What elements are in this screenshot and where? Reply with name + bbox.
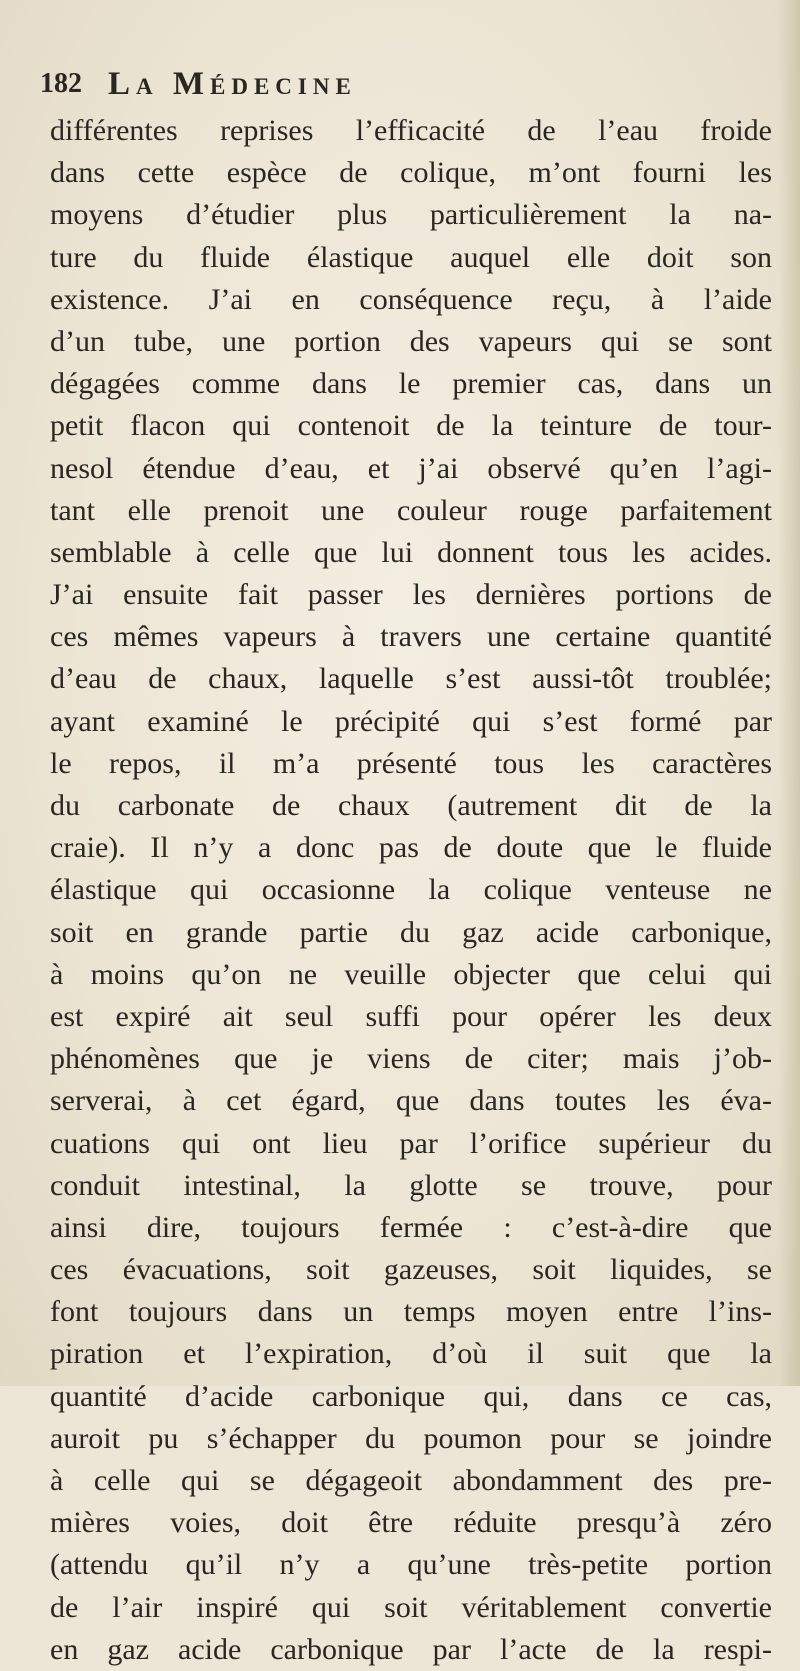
text-line: différentes reprises l’efficacité de l’eau froide	[50, 114, 772, 147]
running-header	[40, 68, 600, 104]
text-line: existence. J’ai en conséquence reçu, à l’aide	[50, 282, 772, 316]
page-edge-shadow	[778, 0, 800, 1386]
text-line: nesol étendue d’eau, et j’ai observé qu’en l’agi-	[50, 451, 772, 485]
text-line: à celle qui se dégageoit abondamment des pre-	[50, 1464, 772, 1497]
text-line: de l’air inspiré qui soit véritablement convertie	[50, 1590, 772, 1624]
text-line: ayant examiné le précipité qui s’est formé par	[50, 704, 772, 738]
page-number: 182	[40, 68, 82, 99]
text-line: ture du fluide élastique auquel elle doit son	[50, 240, 772, 274]
text-line: moyens d’étudier plus particulièrement la na-	[50, 198, 772, 232]
text-line: conduit intestinal, la glotte se trouve, pour	[50, 1168, 772, 1202]
text-line: ces évacuations, soit gazeuses, soit liquides, se	[50, 1253, 772, 1287]
body-text	[50, 110, 772, 1671]
text-line: du carbonate de chaux (autrement dit de la	[50, 789, 772, 822]
text-line: élastique qui occasionne la colique venteuse ne	[50, 873, 772, 907]
text-line: dégagées comme dans le premier cas, dans un	[50, 367, 772, 401]
text-line: (attendu qu’il n’y a qu’une très-petite portion	[50, 1548, 772, 1582]
text-line: à moins qu’on ne veuille objecter que celui qui	[50, 957, 772, 991]
text-line: semblable à celle que lui donnent tous les acides.	[50, 535, 772, 569]
text-line: auroit pu s’échapper du poumon pour se joindre	[50, 1421, 772, 1455]
text-line: J’ai ensuite fait passer les dernières portions de	[50, 578, 772, 612]
text-line: d’un tube, une portion des vapeurs qui se sont	[50, 324, 772, 358]
running-title: La Médecine	[108, 66, 357, 102]
text-line: font toujours dans un temps moyen entre l’ins-	[50, 1295, 772, 1329]
text-line: soit en grande partie du gaz acide carbonique,	[50, 915, 772, 949]
text-line: piration et l’expiration, d’où il suit que la	[50, 1337, 772, 1371]
text-line: craie). Il n’y a donc pas de doute que le fluide	[50, 831, 772, 865]
text-line: quantité d’acide carbonique qui, dans ce cas,	[50, 1379, 772, 1413]
text-line: est expiré ait seul suffi pour opérer les deux	[50, 999, 772, 1033]
text-line: mières voies, doit être réduite presqu’à zéro	[50, 1506, 772, 1540]
text-line: le repos, il m’a présenté tous les caractères	[50, 746, 772, 780]
text-line: en gaz acide carbonique par l’acte de la respi-	[50, 1632, 772, 1666]
text-line: petit flacon qui contenoit de la teinture de tour-	[50, 409, 772, 443]
text-line: phénomènes que je viens de citer; mais j’ob-	[50, 1042, 772, 1076]
text-line: ainsi dire, toujours fermée : c’est-à-dire que	[50, 1210, 772, 1244]
text-line: dans cette espèce de colique, m’ont fourni les	[50, 156, 772, 190]
text-line: tant elle prenoit une couleur rouge parfaitement	[50, 493, 772, 527]
text-line: cuations qui ont lieu par l’orifice supérieur du	[50, 1126, 772, 1160]
text-line: ces mêmes vapeurs à travers une certaine quantité	[50, 620, 772, 654]
text-line: serverai, à cet égard, que dans toutes les éva-	[50, 1084, 772, 1118]
text-line: d’eau de chaux, laquelle s’est aussi-tôt troublée;	[50, 662, 772, 696]
